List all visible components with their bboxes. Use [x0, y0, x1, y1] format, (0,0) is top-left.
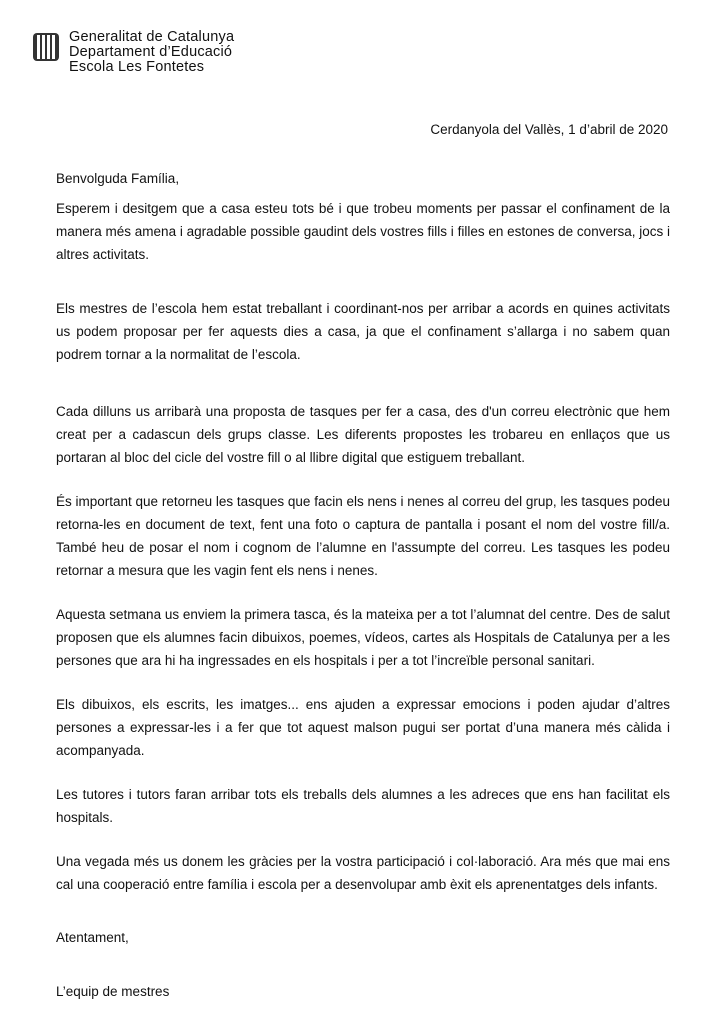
- letter-body: [56, 167, 670, 1024]
- paragraph: Esperem i desitgem que a casa esteu tots bé i que trobeu moments per passar el confinament de la manera més amena i agradable possible gaudint dels vostres fills i filles en estones de conversa, jocs i altres activitats.: [56, 201, 670, 262]
- organization-name: [69, 30, 234, 75]
- greeting: Benvolguda Família,: [56, 171, 180, 186]
- letter-date: Cerdanyola del Vallès, 1 d’abril de 2020: [430, 122, 668, 137]
- org-line-department: Departament d’Educació: [69, 44, 233, 60]
- paragraph: Una vegada més us donem les gràcies per la vostra participació i col·laboració. Ara més que mai ens cal una cooperació entre família i escola per a desenvolupar amb èxit els aprenentatges dels infants.: [56, 854, 670, 892]
- org-line-school: Escola Les Fontetes: [69, 59, 205, 75]
- paragraph: Els dibuixos, els escrits, les imatges... ens ajuden a expressar emocions i poden ajudar d’altres persones a expressar-les i a fer que tot aquest malson pugui ser portat d’una manera més càlida i acompanyada.: [56, 697, 670, 758]
- paragraph: Les tutores i tutors faran arribar tots els treballs dels alumnes a les adreces que ens han facilitat els hospitals.: [56, 787, 670, 825]
- letterhead: [33, 30, 234, 75]
- generalitat-logo-icon: [33, 33, 59, 61]
- paragraph: Els mestres de l’escola hem estat treballant i coordinant-nos per arribar a acords en quines activitats us podem proposar per fer aquests dies a casa, ja que el confinament s’allarga i no sabem quan podrem tornar a la normalitat de l’escola.: [56, 301, 670, 362]
- org-line-generalitat: Generalitat de Catalunya: [69, 29, 235, 45]
- closing: Atentament,: [56, 930, 129, 945]
- paragraph: Cada dilluns us arribarà una proposta de tasques per fer a casa, des d'un correu electrònic que hem creat per a cadascun dels grups classe. Les diferents propostes les trobareu en enllaços que us portaran al bloc del cicle del vostre fill o al llibre digital que estiguem treballant.: [56, 404, 670, 465]
- paragraph: És important que retorneu les tasques que facin els nens i nenes al correu del grup, les tasques podeu retorna-les en document de text, fent una foto o captura de pantalla i posant el nom del vostre fill/a. També heu de posar el nom i cognom de l’alumne en l'assumpte del correu. Les tasques les podeu retornar a mesura que les vagin fent els nens i nenes.: [56, 494, 670, 578]
- signature: L’equip de mestres: [56, 984, 170, 999]
- paragraph: Aquesta setmana us enviem la primera tasca, és la mateixa per a tot l’alumnat del centre. Des de salut proposen que els alumnes facin dibuixos, poemes, vídeos, cartes als Hospitals de Catalunya per a les persones que ara hi ha ingressades en els hospitals i per a tot l’increïble personal sanitari.: [56, 607, 670, 668]
